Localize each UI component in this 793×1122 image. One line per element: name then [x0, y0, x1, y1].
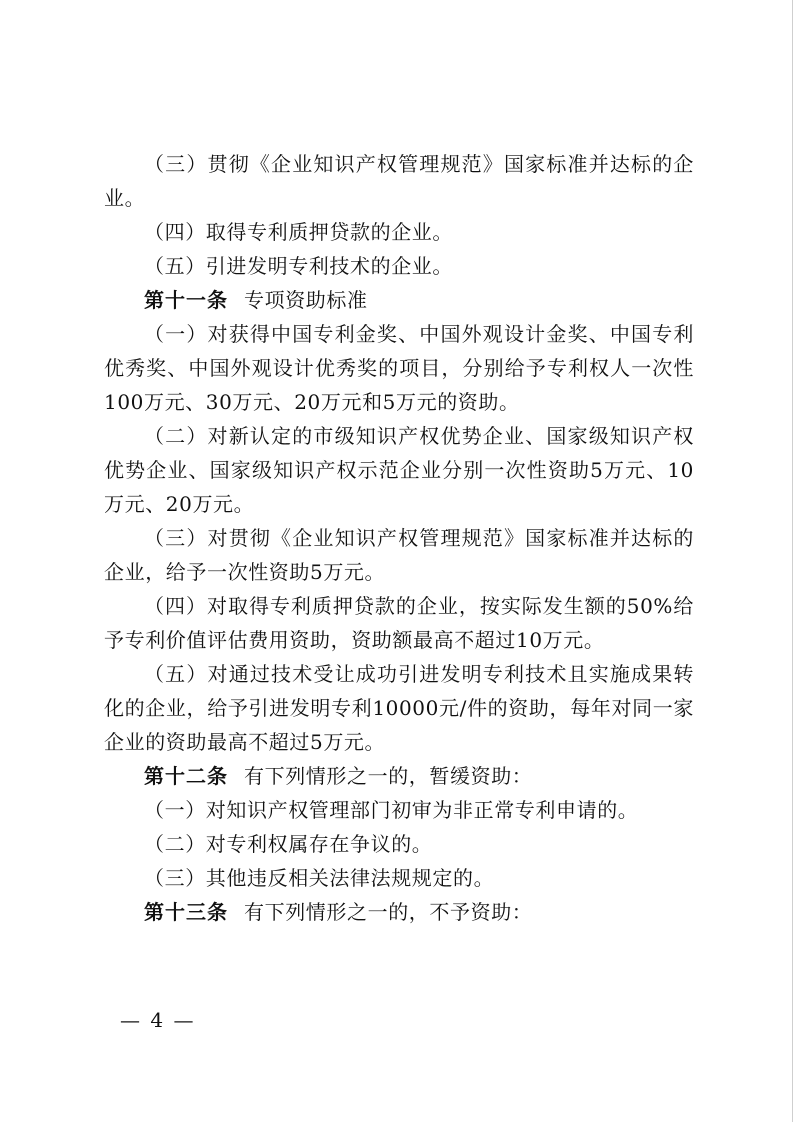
article-13-title: 有下列情形之一的，不予资助：: [244, 900, 533, 924]
paragraph-suspend-3: （三）其他违反相关法律法规规定的。: [144, 866, 495, 890]
paragraph-suspend-2: （二）对专利权属存在争议的。: [144, 832, 433, 856]
article-13-heading: 第十三条: [144, 900, 228, 924]
page-number: — 4 —: [120, 1008, 196, 1032]
article-11-heading: 第十一条: [144, 288, 228, 312]
paragraph-suspend-1: （一）对知识产权管理部门初审为非正常专利申请的。: [144, 798, 639, 822]
paragraph-standard-2: （二）对新认定的市级知识产权优势企业、国家级知识产权优势企业、国家级知识产权示范企业分别一次性资助5万元、10万元、20万元。: [104, 424, 694, 516]
paragraph-item-4-enterprise: （四）取得专利质押贷款的企业。: [144, 220, 453, 244]
article-12-title: 有下列情形之一的，暂缓资助：: [244, 764, 533, 788]
paragraph-standard-3: （三）对贯彻《企业知识产权管理规范》国家标准并达标的企业，给予一次性资助5万元。: [104, 526, 694, 584]
document-body: [104, 147, 694, 929]
article-11: [104, 283, 694, 317]
paragraph-standard-5: （五）对通过技术受让成功引进发明专利技术且实施成果转化的企业，给予引进发明专利10000元/件的资助，每年对同一家企业的资助最高不超过5万元。: [104, 662, 694, 754]
paragraph-standard-4: （四）对取得专利质押贷款的企业，按实际发生额的50%给予专利价值评估费用资助，资助额最高不超过10万元。: [104, 594, 694, 652]
article-13: [104, 895, 694, 929]
paragraph-item-5-enterprise: （五）引进发明专利技术的企业。: [144, 254, 453, 278]
article-12-heading: 第十二条: [144, 764, 228, 788]
article-11-title: 专项资助标准: [244, 288, 368, 312]
paragraph-standard-1: （一）对获得中国专利金奖、中国外观设计金奖、中国专利优秀奖、中国外观设计优秀奖的项目，分别给予专利权人一次性100万元、30万元、20万元和5万元的资助。: [104, 322, 694, 414]
article-12: [104, 759, 694, 793]
paragraph-item-3-enterprise: （三）贯彻《企业知识产权管理规范》国家标准并达标的企业。: [104, 152, 694, 210]
